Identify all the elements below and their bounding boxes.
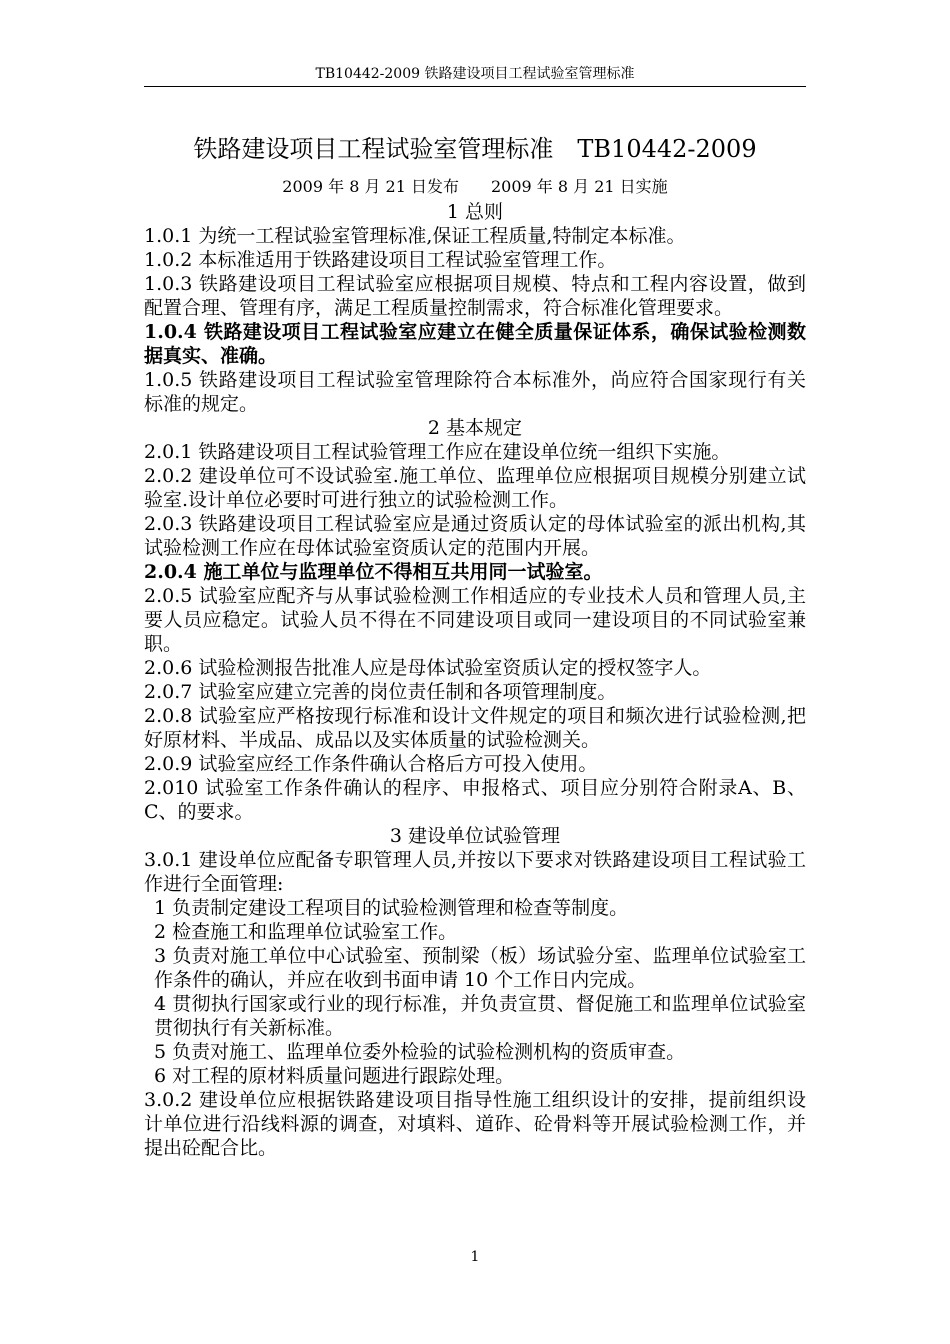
clause-1-0-4: 1.0.4 铁路建设项目工程试验室应建立在健全质量保证体系，确保试验检测数据真实、准确。 [144,321,806,367]
clause-1-0-5: 1.0.5 铁路建设项目工程试验室管理除符合本标准外，尚应符合国家现行有关标准的规定。 [144,369,806,415]
list-item: 2 检查施工和监理单位试验室工作。 [154,921,458,943]
clause-1-0-1: 1.0.1 为统一工程试验室管理标准,保证工程质量,特制定本标准。 [144,225,686,247]
clause-2-0-5: 2.0.5 试验室应配齐与从事试验检测工作相适应的专业技术人员和管理人员,主要人员应稳定。试验人员不得在不同建设项目或同一建设项目的不同试验室兼职。 [144,585,806,655]
section-heading-3: 3 建设单位试验管理 [389,825,561,847]
clause-2-0-3: 2.0.3 铁路建设项目工程试验室应是通过资质认定的母体试验室的派出机构,其试验检测工作应在母体试验室资质认定的范围内开展。 [144,513,806,559]
clause-2-0-4: 2.0.4 施工单位与监理单位不得相互共用同一试验室。 [144,561,603,583]
clause-2-0-10: 2.010 试验室工作条件确认的程序、申报格式、项目应分别符合附录A、B、C、的要求。 [144,777,806,823]
clause-2-0-8: 2.0.8 试验室应严格按现行标准和设计文件规定的项目和频次进行试验检测,把好原材料、半成品、成品以及实体质量的试验检测关。 [144,705,806,751]
clause-3-0-2: 3.0.2 建设单位应根据铁路建设项目指导性施工组织设计的安排，提前组织设计单位进行沿线料源的调查，对填料、道砟、砼骨料等开展试验检测工作，并提出砼配合比。 [144,1089,806,1159]
clause-1-0-2: 1.0.2 本标准适用于铁路建设项目工程试验室管理工作。 [144,249,617,271]
publish-dates: 2009 年 8 月 21 日发布 2009 年 8 月 21 日实施 [282,177,668,196]
clause-2-0-7: 2.0.7 试验室应建立完善的岗位责任制和各项管理制度。 [144,681,617,703]
clause-2-0-2: 2.0.2 建设单位可不设试验室.施工单位、监理单位应根据项目规模分别建立试验室.设计单位必要时可进行独立的试验检测工作。 [144,465,806,511]
header-rule [144,86,806,87]
document-body [144,200,806,1160]
list-item: 6 对工程的原材料质量问题进行跟踪处理。 [154,1065,515,1087]
section-heading-1: 1 总则 [446,201,504,223]
list-item: 3 负责对施工单位中心试验室、预制梁（板）场试验分室、监理单位试验室工作条件的确认，并应在收到书面申请 10 个工作日内完成。 [154,945,806,991]
page-header: TB10442-2009 铁路建设项目工程试验室管理标准 [315,66,635,82]
page-number: 1 [470,1249,480,1265]
clause-1-0-3: 1.0.3 铁路建设项目工程试验室应根据项目规模、特点和工程内容设置，做到配置合理、管理有序，满足工程质量控制需求，符合标准化管理要求。 [144,273,806,319]
clause-3-0-1: 3.0.1 建设单位应配备专职管理人员,并按以下要求对铁路建设项目工程试验工作进行全面管理: [144,849,806,895]
list-item: 5 负责对施工、监理单位委外检验的试验检测机构的资质审查。 [154,1041,686,1063]
list-item: 1 负责制定建设工程项目的试验检测管理和检查等制度。 [154,897,629,919]
clause-2-0-9: 2.0.9 试验室应经工作条件确认合格后方可投入使用。 [144,753,598,775]
clause-2-0-6: 2.0.6 试验检测报告批准人应是母体试验室资质认定的授权签字人。 [144,657,712,679]
list-item: 4 贯彻执行国家或行业的现行标准，并负责宣贯、督促施工和监理单位试验室贯彻执行有关新标准。 [154,993,806,1039]
document-title: 铁路建设项目工程试验室管理标准 TB10442-2009 [193,135,757,163]
clause-2-0-1: 2.0.1 铁路建设项目工程试验管理工作应在建设单位统一组织下实施。 [144,441,731,463]
section-heading-2: 2 基本规定 [427,417,523,439]
